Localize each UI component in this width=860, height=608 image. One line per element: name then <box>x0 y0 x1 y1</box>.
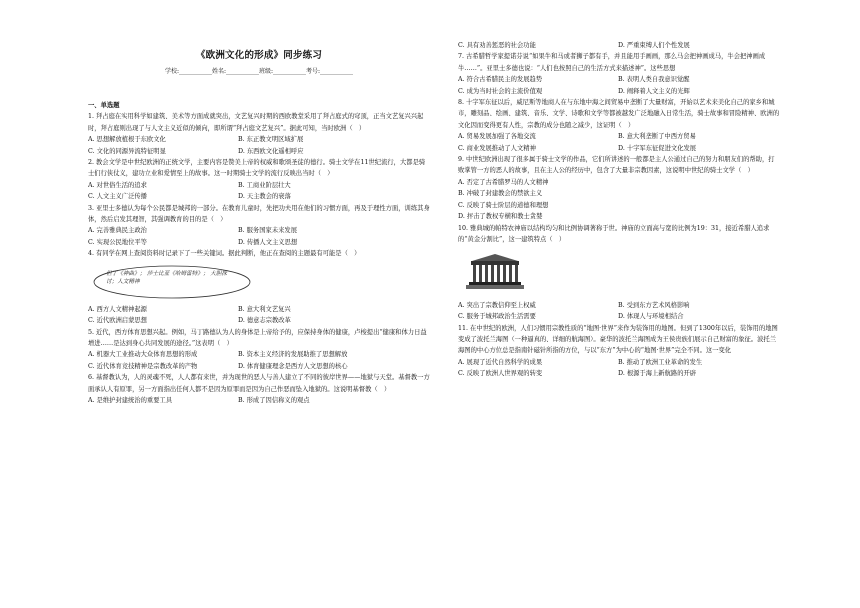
question-stem: 9. 中世纪欧洲出现了很多属于骑士文学的作品，它们所讲述的一般都是主人公通过自己的努力和朋友们的帮助，打败掌管一方的恶人的故事，且在主人公的经历中，包含了大量非宗教因素，这说明中世纪的骑士文学（ ） <box>458 156 775 175</box>
option-b[interactable]: B. 形成了因信称义的观点 <box>238 396 310 404</box>
question-stem: 10. 雅典城的帕特农神庙以结构均匀和比例协调著称于世。神庙的立面高与宽的比例为19：31，接近希腊人追求的“黄金分割比”，这一建筑特点（ ） <box>458 224 770 243</box>
option-c[interactable]: C. 成为当时社会的主流价值观 <box>458 87 543 95</box>
option-b[interactable]: B. 表明人类自我意识觉醒 <box>618 76 690 84</box>
option-a[interactable]: A. 突出了宗教信仰至上权威 <box>458 301 536 309</box>
option-b[interactable]: B. 东正教文明区域扩展 <box>238 136 304 144</box>
left-column <box>88 100 430 406</box>
question-3 <box>88 203 430 249</box>
option-d[interactable]: D. 十字军东征促进文化发展 <box>618 144 697 152</box>
option-a[interactable]: A. 展现了近代自然科学的成果 <box>458 358 543 366</box>
student-info-line: 学校:___________姓名:___________班级:___________考号:___________ <box>164 68 354 75</box>
option-c[interactable]: C. 近代欧洲启蒙思想 <box>88 317 147 325</box>
page-title: 《欧洲文化的形成》同步练习 <box>195 50 323 61</box>
question-11 <box>458 323 780 380</box>
option-c[interactable]: C. 反映了欧洲人世界观的转变 <box>458 370 543 378</box>
keyword-cloud-box <box>92 264 252 300</box>
keyword-text: 但丁《神曲》； 莎士比亚《哈姆雷特》； 大胆探讨；人文精神 <box>106 270 228 286</box>
option-a[interactable]: A. 思想解放植根于东欧文化 <box>88 136 166 144</box>
option-c[interactable]: C. 服务于城邦政治生活需要 <box>458 313 536 321</box>
option-a[interactable]: A. 是维护封建统治的重要工具 <box>88 396 173 404</box>
question-stem: 11. 在中世纪的欧洲，人们习惯用宗教性质的“地图·世界”来作为装饰用的地图。但到了1300年以后，装饰用的地图变成了波托兰海图（一种逼真的、详细的航海图）。豪华的波托兰海图成为王侯贵族们展示自己财富的象征。波托兰海图的中心方位总是指南针磁针所指的方位，与以“东方”为中心的“地图·世界”完全不同。这一变化 <box>458 324 778 355</box>
option-c[interactable]: C. 商业发展推动了人文精神 <box>458 144 536 152</box>
option-a[interactable]: A. 机器大工业推动大众体育思想的形成 <box>88 351 198 359</box>
option-b[interactable]: B. 推动了欧洲工业革命的发生 <box>618 358 703 366</box>
option-d[interactable]: D. 抨击了教权专横和教士贪婪 <box>458 213 543 221</box>
option-c[interactable]: C. 人文主义广泛传播 <box>88 193 147 201</box>
option-d[interactable]: D. 严重束缚人们个性发展 <box>618 42 690 49</box>
option-a[interactable]: A. 完善雅典民主政治 <box>88 227 147 235</box>
option-b[interactable]: B. 冲破了封建教会的禁欲主义 <box>458 190 543 198</box>
question-5 <box>88 327 430 373</box>
option-d[interactable]: D. 德意志宗教改革 <box>238 317 291 325</box>
option-d[interactable]: D. 东西欧文化遥相呼应 <box>238 147 304 155</box>
section-heading: 一、单选题 <box>88 102 120 109</box>
right-column <box>458 40 780 380</box>
question-6 <box>88 372 430 406</box>
option-b[interactable]: B. 服务国家未来发展 <box>238 227 298 235</box>
question-6-continued <box>458 40 780 51</box>
question-2 <box>88 157 430 203</box>
question-9 <box>458 154 780 222</box>
question-stem: 7. 古希腊哲学家提诺芬说“如果牛和马或者狮子都有手，并且能用手画画，那么马会把神画成马，牛会把神画成牛……”。亚里士多德也说：“人们也按照自己的生活方式来描述神”。这些思想 <box>458 53 766 72</box>
question-7 <box>458 51 780 97</box>
option-d[interactable]: D. 根源于海上新航路的开辟 <box>618 370 697 378</box>
option-b[interactable]: B. 资本主义经济的发展助推了思想解放 <box>238 351 348 359</box>
option-d[interactable]: D. 体现人与环境相结合 <box>618 313 684 321</box>
question-stem: 6. 基督教认为，人的灵魂不死，人人都有来世，并为现世的恶人与善人建立了不同的彼岸世界——地狱与天堂。基督教一方面承认人有原罪，另一方面指出任何人都不是因为原罪而是因为自己作恶而坠入地狱的。这说明基督教（ ） <box>88 374 430 393</box>
option-a[interactable]: A. 对世俗生活的追求 <box>88 181 147 189</box>
option-c[interactable]: C. 具有劝善惩恶的社会功能 <box>458 42 536 49</box>
question-8 <box>458 97 780 154</box>
question-stem: 3. 亚里士多德认为每个公民都是城邦的一部分。在教育儿童时，先把功夫用在他们的习惯方面，再及于理性方面，训练其身体，然后启发其理智，其强调教育的目的是（ ） <box>88 204 430 224</box>
option-a[interactable]: A. 符合古希腊民主的发展趋势 <box>458 76 543 84</box>
option-a[interactable]: A. 西方人文精神起源 <box>88 305 147 313</box>
option-b[interactable]: B. 意大利垄断了中西方贸易 <box>618 133 696 141</box>
question-stem: 8. 十字军东征以后，威尼斯等地商人在与东地中海之间贸易中垄断了大量财富，开始以艺术来美化自己的家乡和城市，雕刻品、绘画、建筑、音乐、文学、诗歌和文学等都被越发广泛地融入日常生活，骑士故事和冒险精神、欧洲的文化因而变得更有人性，宗教的成分也随之减少，这证明（ ） <box>458 99 780 129</box>
option-b[interactable]: B. 受到东方艺术风格影响 <box>618 301 690 309</box>
question-stem: 1. 拜占庭在实用科学如建筑、美术等方面成就突出，文艺复兴时期的西欧教堂采用了拜占庭式的穹顶，正当文艺复兴兴起时，拜占庭则出现了与人文主义近似的倾向，即所谓“拜占庭文艺复兴”。据此可知，当时欧洲（ ） <box>88 113 424 132</box>
option-d[interactable]: D. 天主教会的衰落 <box>238 193 291 201</box>
option-c[interactable]: C. 近代体育竞技精神是宗教改革的产物 <box>88 362 198 370</box>
parthenon-image <box>466 251 524 289</box>
option-c[interactable]: C. 实现公民地位平等 <box>88 238 147 246</box>
question-10 <box>458 223 780 323</box>
question-stem: 2. 教会文学是中世纪欧洲的正统文学，主要内容是赞美上帝的权威和歌颂圣徒的德行。骑士文学在11世纪流行，大都是骑士们行侠仗义，建功立业和爱情至上的故事。这一时期骑士文学的流行反映出当时（ ） <box>88 159 426 178</box>
question-stem: 5. 近代，西方体育思想兴起。例如，马丁路德认为人的身体是上帝给予的，应保持身体的健康，卢梭提出“健康和体力日益增进……是达到身心共同发展的途径。”这表明（ ） <box>88 328 427 347</box>
question-4 <box>88 248 430 326</box>
option-a[interactable]: A. 否定了古希腊罗马的人文精神 <box>458 178 549 186</box>
question-stem: 4. 有同学在网上查阅资料时记录下了一些关键词。据此判断，他正在查阅的主题最有可能是（ ） <box>88 250 361 258</box>
option-b[interactable]: B. 工商业阶层壮大 <box>238 181 291 189</box>
option-c[interactable]: C. 反映了骑士阶层的道德和理想 <box>458 201 549 209</box>
option-b[interactable]: B. 意大利文艺复兴 <box>238 305 291 313</box>
option-d[interactable]: D. 体育健康理念是西方人文思想的核心 <box>238 362 348 370</box>
option-a[interactable]: A. 贸易发展加强了各地交流 <box>458 133 536 141</box>
question-1 <box>88 111 430 157</box>
option-d[interactable]: D. 阐释着人文主义的光辉 <box>618 87 690 95</box>
option-d[interactable]: D. 传播人文主义思想 <box>238 238 298 246</box>
option-c[interactable]: C. 文化的同源异流特征明显 <box>88 147 166 155</box>
